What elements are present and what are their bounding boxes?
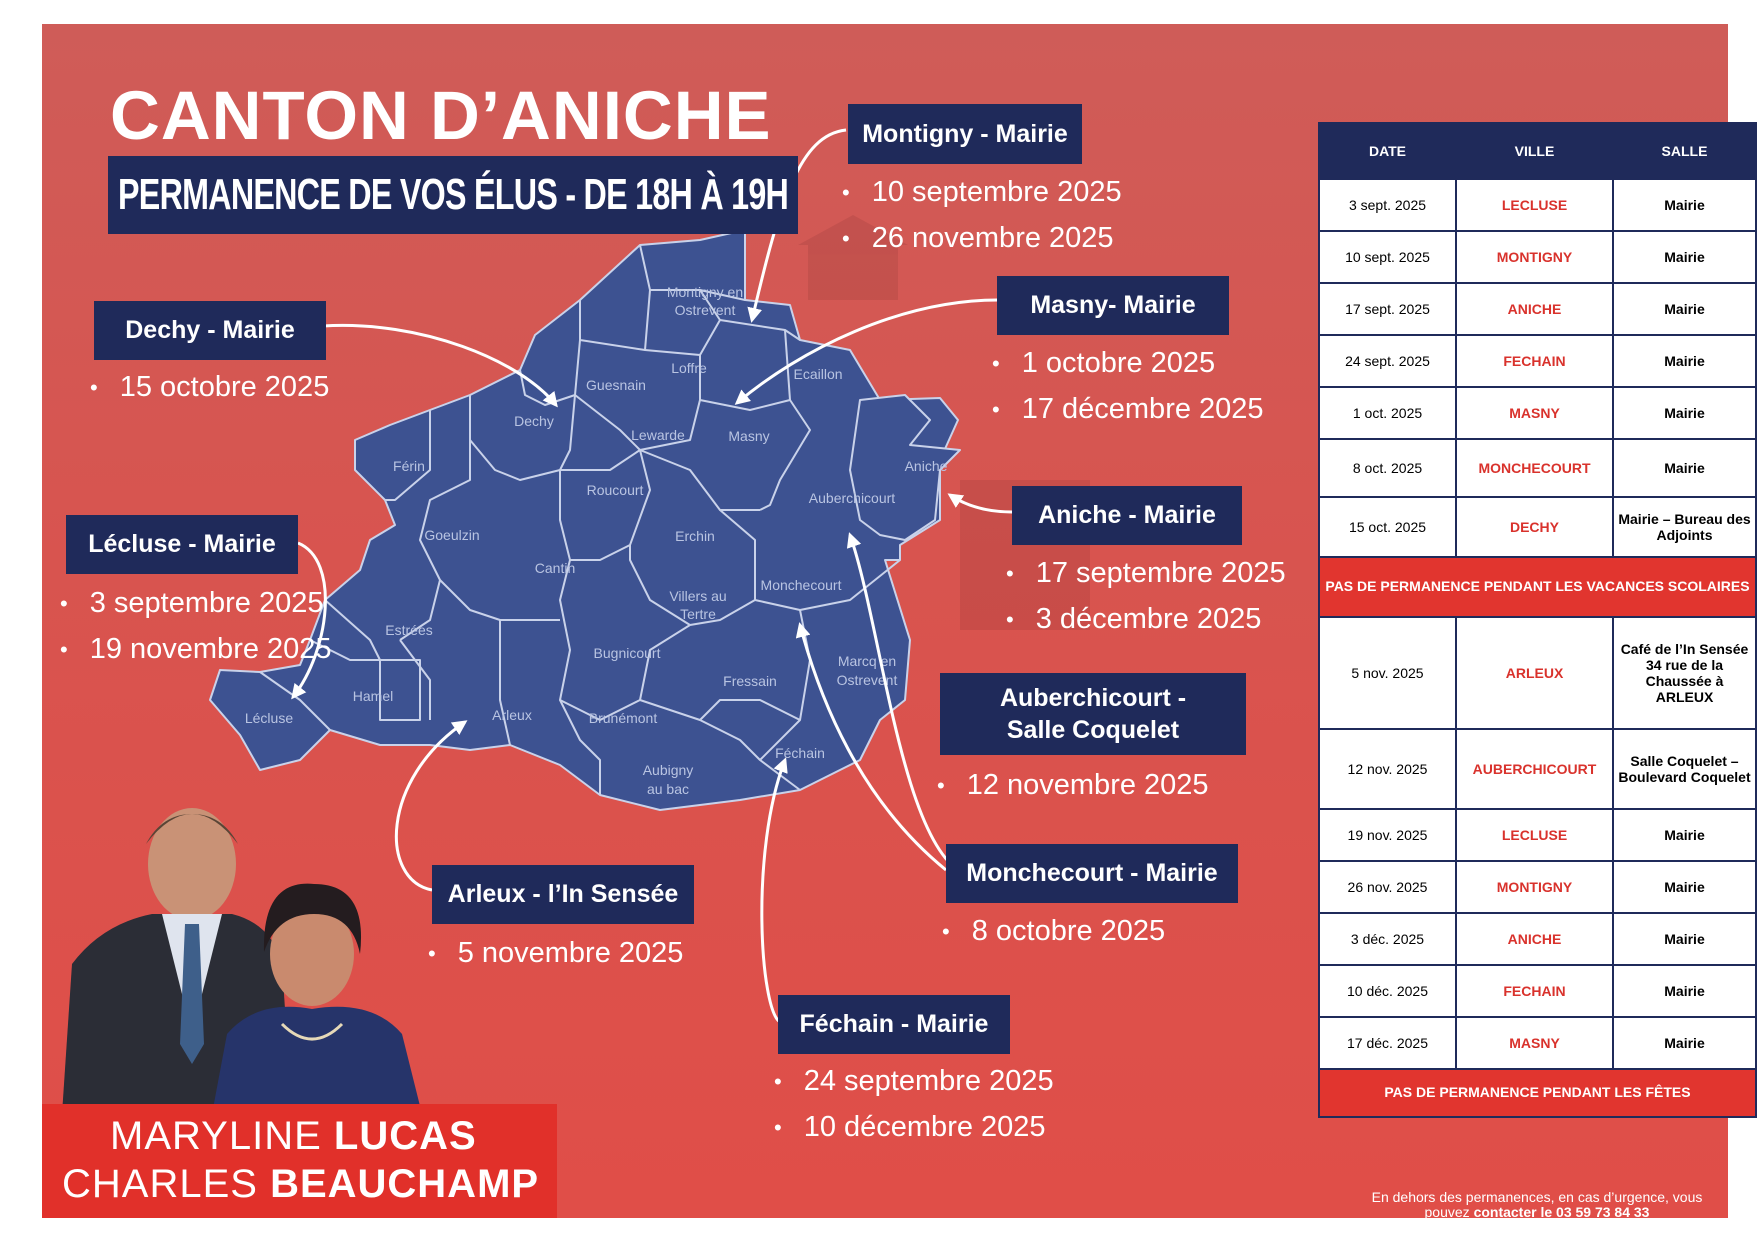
table-row: [1319, 335, 1756, 387]
cell-ville: FECHAIN: [1456, 965, 1613, 1017]
town-aubigny-1: Aubigny: [642, 762, 694, 778]
town-aniche: Aniche: [904, 458, 948, 474]
callout-masny-label: Masny- Mairie: [997, 276, 1229, 335]
cell-date: 10 déc. 2025: [1319, 965, 1456, 1017]
cell-salle: Mairie: [1613, 439, 1756, 497]
callout-auberchicourt-date-1: • 12 novembre 2025: [937, 762, 1209, 808]
town-masny: Masny: [728, 428, 770, 444]
contact-note: [1312, 1190, 1762, 1235]
callout-montigny-date-1: • 10 septembre 2025: [842, 169, 1122, 215]
callout-monchecourt-label: Monchecourt - Mairie: [946, 844, 1238, 903]
cell-salle: Café de l’In Sensée 34 rue de la Chaussée à ARLEUX: [1613, 617, 1756, 729]
callout-monchecourt-date-1: • 8 octobre 2025: [942, 908, 1165, 954]
town-monchecourt: Monchecourt: [760, 577, 842, 593]
candidate-1-last: LUCAS: [333, 1114, 477, 1158]
cell-salle: Mairie: [1613, 283, 1756, 335]
callout-montigny-label: Montigny - Mairie: [848, 104, 1082, 164]
cell-salle: Mairie: [1613, 1017, 1756, 1069]
table-row: [1319, 231, 1756, 283]
town-fressain: Fressain: [723, 673, 777, 689]
cell-ville: MONTIGNY: [1456, 231, 1613, 283]
callout-auberchicourt-dates: [937, 762, 1209, 808]
callout-fechain-date-2: • 10 décembre 2025: [774, 1104, 1054, 1150]
callout-masny-date-2: • 17 décembre 2025: [992, 386, 1264, 432]
town-montigny-1: Montigny en: [666, 284, 744, 300]
callout-lecluse-date-1: • 3 septembre 2025: [60, 580, 332, 626]
cell-salle: Mairie: [1613, 809, 1756, 861]
col-salle-header: SALLE: [1613, 123, 1756, 179]
town-lewarde: Lewarde: [631, 427, 685, 443]
cell-date: 8 oct. 2025: [1319, 439, 1456, 497]
cell-date: 24 sept. 2025: [1319, 335, 1456, 387]
contact-line-2a: pouvez: [1424, 1204, 1474, 1220]
cell-date: 17 déc. 2025: [1319, 1017, 1456, 1069]
town-cantin: Cantin: [534, 560, 576, 576]
town-erchin: Erchin: [675, 528, 715, 544]
col-date-header: DATE: [1319, 123, 1456, 179]
callout-lecluse-dates: [60, 580, 332, 672]
cell-date: 3 sept. 2025: [1319, 179, 1456, 231]
cell-salle: Mairie: [1613, 179, 1756, 231]
callout-montigny-date-2: • 26 novembre 2025: [842, 215, 1122, 261]
schedule-grid: [1318, 122, 1757, 1118]
town-fechain: Féchain: [775, 745, 825, 761]
callout-dechy-date-1: • 15 octobre 2025: [90, 364, 329, 410]
callout-fechain-label: Féchain - Mairie: [778, 995, 1010, 1054]
contact-email: ou envoyer un mail à charles.beauchamp@lenord.fr: [1364, 1219, 1710, 1235]
schedule-table: [1318, 122, 1755, 1118]
candidate-2-first: CHARLES: [62, 1162, 271, 1206]
table-row: [1319, 913, 1756, 965]
callout-lecluse-date-2: • 19 novembre 2025: [60, 626, 332, 672]
town-brunemont: Brunémont: [588, 710, 658, 726]
callout-auberchicourt-line1: Auberchicourt -: [999, 683, 1187, 712]
table-row: [1319, 965, 1756, 1017]
callout-dechy-dates: [90, 364, 329, 410]
no-session-note: PAS DE PERMANENCE PENDANT LES FÊTES: [1319, 1069, 1756, 1117]
candidate-name-2: [62, 1162, 539, 1207]
contact-phone: contacter le 03 59 73 84 33: [1473, 1204, 1650, 1220]
town-guesnain: Guesnain: [586, 377, 646, 393]
cell-date: 19 nov. 2025: [1319, 809, 1456, 861]
town-dechy: Dechy: [514, 413, 554, 429]
callout-dechy-label: Dechy - Mairie: [94, 301, 326, 360]
poster: [42, 24, 1751, 1235]
town-marcq-1: Marcq en: [837, 653, 897, 669]
contact-line-3: [1312, 1220, 1762, 1235]
cell-salle: Mairie: [1613, 965, 1756, 1017]
contact-line-1: En dehors des permanences, en cas d’urgence, vous: [1371, 1189, 1703, 1205]
table-row: [1319, 617, 1756, 729]
cell-salle: Mairie: [1613, 387, 1756, 439]
page-title: CANTON D’ANICHE: [110, 77, 772, 154]
cell-salle: Mairie – Bureau des Adjoints: [1613, 497, 1756, 557]
callout-masny-date-1: • 1 octobre 2025: [992, 340, 1264, 386]
cell-date: 5 nov. 2025: [1319, 617, 1456, 729]
cell-ville: MONCHECOURT: [1456, 439, 1613, 497]
cell-ville: FECHAIN: [1456, 335, 1613, 387]
cell-ville: MASNY: [1456, 1017, 1613, 1069]
callout-auberchicourt-label: [940, 673, 1246, 755]
cell-date: 26 nov. 2025: [1319, 861, 1456, 913]
callout-aniche-label: Aniche - Mairie: [1012, 486, 1242, 545]
town-ferin: Férin: [393, 458, 425, 474]
cell-ville: ARLEUX: [1456, 617, 1613, 729]
town-goeulzin: Goeulzin: [424, 527, 480, 543]
callout-aniche-date-1: • 17 septembre 2025: [1006, 550, 1286, 596]
cell-ville: AUBERCHICOURT: [1456, 729, 1613, 809]
table-row: [1319, 283, 1756, 335]
cell-date: 1 oct. 2025: [1319, 387, 1456, 439]
candidate-names: [42, 1104, 557, 1218]
town-bugnicourt: Bugnicourt: [593, 645, 661, 661]
table-row: [1319, 1017, 1756, 1069]
page-subtitle: PERMANENCE DE VOS ÉLUS - DE 18H À 19H: [108, 156, 798, 234]
cell-ville: ANICHE: [1456, 913, 1613, 965]
town-aubigny-2: au bac: [646, 781, 690, 797]
table-header-row: [1319, 123, 1756, 179]
town-auberchicourt: Auberchicourt: [808, 490, 896, 506]
cell-salle: Mairie: [1613, 913, 1756, 965]
cell-date: 10 sept. 2025: [1319, 231, 1456, 283]
town-montigny-2: Ostrevent: [674, 302, 736, 318]
callout-fechain-dates: [774, 1058, 1054, 1150]
table-note-row: [1319, 1069, 1756, 1117]
table-row: [1319, 497, 1756, 557]
town-villers-2: Tertre: [680, 606, 716, 622]
callout-fechain-date-1: • 24 septembre 2025: [774, 1058, 1054, 1104]
cell-date: 12 nov. 2025: [1319, 729, 1456, 809]
table-row: [1319, 861, 1756, 913]
callout-arleux-date-1: • 5 novembre 2025: [428, 930, 683, 976]
callout-lecluse-label: Lécluse - Mairie: [66, 515, 298, 574]
schedule-body: [1319, 179, 1756, 1117]
candidate-2-last: BEAUCHAMP: [270, 1162, 540, 1206]
callout-auberchicourt-line2: Salle Coquelet: [1006, 716, 1180, 744]
candidates-photo: [42, 784, 472, 1114]
cell-date: 17 sept. 2025: [1319, 283, 1456, 335]
cell-date: 15 oct. 2025: [1319, 497, 1456, 557]
town-estrees: Estrées: [385, 622, 433, 638]
col-ville-header: VILLE: [1456, 123, 1613, 179]
candidate-1-first: MARYLINE: [110, 1114, 334, 1158]
table-note-row: [1319, 557, 1756, 617]
town-lecluse: Lécluse: [244, 710, 294, 726]
table-row: [1319, 729, 1756, 809]
callout-aniche-date-2: • 3 décembre 2025: [1006, 596, 1286, 642]
town-loffre: Loffre: [671, 360, 707, 376]
town-marcq-2: Ostrevent: [836, 672, 898, 688]
callout-montigny-dates: [842, 169, 1122, 261]
town-hamel: Hamel: [352, 688, 394, 704]
town-arleux: Arleux: [492, 707, 532, 723]
town-roucourt: Roucourt: [586, 482, 644, 498]
cell-ville: LECLUSE: [1456, 179, 1613, 231]
cell-salle: Mairie: [1613, 231, 1756, 283]
callout-masny-dates: [992, 340, 1264, 432]
cell-ville: DECHY: [1456, 497, 1613, 557]
contact-line-2: [1312, 1205, 1762, 1220]
cell-ville: MASNY: [1456, 387, 1613, 439]
no-session-note: PAS DE PERMANENCE PENDANT LES VACANCES SCOLAIRES: [1319, 557, 1756, 617]
callout-arleux-label: Arleux - l’In Sensée: [432, 865, 694, 924]
cell-date: 3 déc. 2025: [1319, 913, 1456, 965]
candidate-name-1: [110, 1114, 477, 1159]
cell-salle: Salle Coquelet – Boulevard Coquelet: [1613, 729, 1756, 809]
table-row: [1319, 387, 1756, 439]
table-row: [1319, 179, 1756, 231]
cell-salle: Mairie: [1613, 861, 1756, 913]
cell-salle: Mairie: [1613, 335, 1756, 387]
town-ecaillon: Ecaillon: [793, 366, 843, 382]
town-villers-1: Villers au: [669, 588, 727, 604]
table-row: [1319, 439, 1756, 497]
cell-ville: MONTIGNY: [1456, 861, 1613, 913]
table-row: [1319, 809, 1756, 861]
callout-aniche-dates: [1006, 550, 1286, 642]
cell-ville: LECLUSE: [1456, 809, 1613, 861]
callout-monchecourt-dates: [942, 908, 1165, 954]
cell-ville: ANICHE: [1456, 283, 1613, 335]
